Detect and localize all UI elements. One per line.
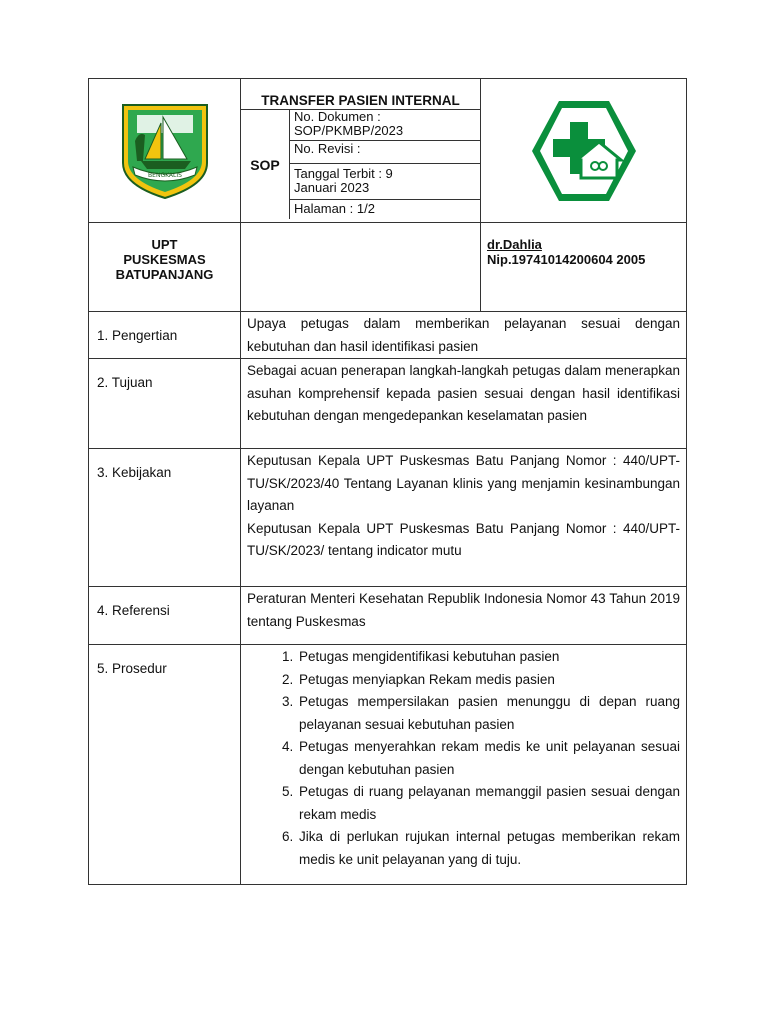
section-row-tujuan [89,359,687,449]
section-content [241,312,687,359]
meta-rows [290,110,480,222]
no-revisi-row: No. Revisi : [290,141,480,164]
sop-table [88,78,687,885]
section-content [241,587,687,645]
puskesmas-cross-icon [529,98,639,204]
section-paragraph: Keputusan Kepala UPT Puskesmas Batu Panjang Nomor : 440/UPT-TU/SK/2023/40 Tentang Layanan klinis yang menjamin kesinambungan layanan [247,453,680,513]
signer-cell [481,223,687,312]
tanggal-terbit-label: Tanggal Terbit : 9 [294,166,393,181]
no-dokumen-row [290,110,480,141]
procedure-steps [247,646,680,871]
no-dokumen-label: No. Dokumen : [294,109,381,124]
section-content [241,645,687,885]
org-line-1: UPT [151,237,178,252]
section-row-prosedur [89,645,687,885]
org-line-3: BATUPANJANG [115,267,214,282]
section-row-kebijakan [89,449,687,587]
halaman-row: Halaman : 1/2 [294,201,375,216]
procedure-step: 4. Petugas menyerahkan rekam medis ke unit pelayanan sesuai dengan kebutuhan pasien [297,736,680,781]
signer-name: dr.Dahlia [487,237,542,252]
section-row-referensi [89,587,687,645]
document-meta [241,110,480,222]
tanggal-terbit-value: Januari 2023 [294,180,370,195]
section-label: 3. Kebijakan [89,449,241,587]
section-content [241,449,687,587]
sop-label: SOP [241,110,290,219]
section-row-pengertian [89,312,687,359]
no-dokumen-value: SOP/PKMBP/2023 [294,123,404,138]
section-label: 4. Referensi [89,587,241,645]
section-content [241,359,687,449]
procedure-step: 3. Petugas mempersilakan pasien menunggu di depan ruang pelayanan sesuai kebutuhan pasien [297,691,680,736]
sop-document [88,78,686,885]
section-label: 2. Tujuan [89,359,241,449]
organization-cell [89,223,241,312]
header-row [89,79,687,223]
section-paragraph: Sebagai acuan penerapan langkah-langkah petugas dalam menerapkan asuhan komprehensif kepada pasien sesuai dengan hasil identifikasi kebutuhan dengan mengedepankan keselamatan pasien [247,363,680,423]
section-paragraph: Peraturan Menteri Kesehatan Republik Indonesia Nomor 43 Tahun 2019 tentang Puskesmas [247,591,680,629]
right-logo-cell [481,79,687,223]
signature-cell [241,223,481,312]
procedure-step: 1. Petugas mengidentifikasi kebutuhan pasien [297,646,680,669]
procedure-step: 5. Petugas di ruang pelayanan memanggil pasien sesuai dengan rekam medis [297,781,680,826]
procedure-step: 2. Petugas menyiapkan Rekam medis pasien [297,669,680,692]
section-paragraph: Keputusan Kepala UPT Puskesmas Batu Panjang Nomor : 440/UPT-TU/SK/2023/ tentang indicator mutu [247,520,680,558]
procedure-step: 6. Jika di perlukan rujukan internal petugas memberikan rekam medis ke unit pelayanan yang di tuju. [297,826,680,871]
regency-crest-icon [119,101,211,201]
tanggal-terbit-row [290,164,480,200]
section-label: 1. Pengertian [89,312,241,359]
section-label: 5. Prosedur [89,645,241,885]
document-title: TRANSFER PASIEN INTERNAL [241,79,480,110]
section-paragraph: Upaya petugas dalam memberikan pelayanan sesuai dengan kebutuhan dan hasil identifikasi pasien [247,316,680,354]
crest-ribbon-text: BENGKALIS [147,171,182,179]
signer-nip: Nip.19741014200604 2005 [487,252,646,267]
organization-row [89,223,687,312]
org-line-2: PUSKESMAS [123,252,206,267]
left-logo-cell [89,79,241,223]
title-cell [241,79,481,223]
